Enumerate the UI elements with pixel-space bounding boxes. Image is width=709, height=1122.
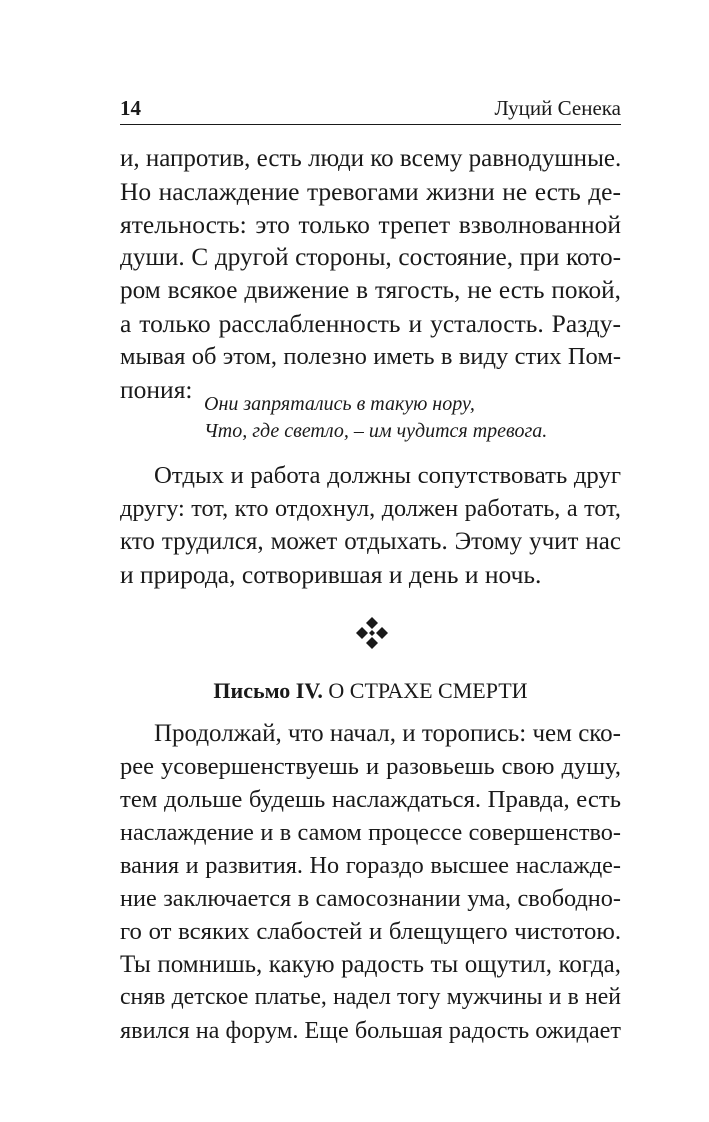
text-line: рее усовершенствуешь и разовьешь свою душу, (120, 753, 621, 780)
text-line: другу: тот, кто отдохнул, должен работать, а тот, (120, 495, 621, 522)
text-line: Отдых и работа должны сопутствовать друг (154, 462, 621, 489)
text-line: вания и развития. Но гораздо высшее наслажде- (120, 852, 621, 879)
page-header (120, 94, 621, 122)
running-head: Луций Сенека (494, 96, 621, 120)
text-line: кто трудился, может отдыхать. Этому учит нас (120, 528, 621, 555)
text-line: явился на форум. Еще большая радость ожидает (120, 1017, 621, 1044)
verse-line: Они запрятались в такую нору, (204, 393, 475, 415)
text-line: души. С другой стороны, состояние, при кото- (120, 243, 621, 271)
book-page (120, 0, 621, 1122)
letter-number: Письмо IV. (213, 678, 323, 703)
text-line: мывая об этом, полезно иметь в виду стих Пом- (120, 343, 621, 370)
text-line: Но наслаждение тревогами жизни не есть де- (120, 177, 621, 206)
letter-heading (120, 676, 621, 706)
paragraph-rest-and-work (120, 459, 621, 591)
letter-title: О СТРАХЕ СМЕРТИ (328, 678, 528, 703)
verse-quote (204, 391, 547, 445)
text-line: и природа, сотворившая и день и ночь. (120, 560, 542, 589)
text-line: пония: (120, 375, 193, 404)
text-line: ятельность: это только трепет взволнованной (120, 210, 621, 239)
paragraph-letter-body (120, 717, 621, 1047)
text-line: тем дольше будешь наслаждаться. Правда, есть (120, 786, 621, 813)
text-line: и, напротив, есть люди ко всему равнодушные. (120, 145, 622, 172)
header-rule (120, 124, 621, 125)
text-line: ние заключается в самосознании ума, свободно- (120, 885, 621, 912)
page-number: 14 (120, 96, 141, 120)
text-line: го от всяких слабостей и блещущего чистотою. (120, 918, 621, 945)
diamond-cluster-icon (355, 616, 389, 650)
text-line: Продолжай, что начал, и торопись: чем ско- (154, 720, 621, 747)
text-line: ром всякое движение в тягость, не есть покой, (120, 276, 621, 304)
text-line: а только расслабленность и усталость. Разду- (120, 309, 621, 338)
text-line: Ты помнишь, какую радость ты ощутил, когда, (120, 951, 621, 978)
text-line: наслаждение и в самом процессе совершенство- (120, 819, 621, 846)
verse-line: Что, где светло, – им чудится тревога. (204, 420, 548, 442)
text-line: сняв детское платье, надел тогу мужчины и в ней (120, 984, 621, 1010)
paragraph-continuation (120, 142, 621, 406)
